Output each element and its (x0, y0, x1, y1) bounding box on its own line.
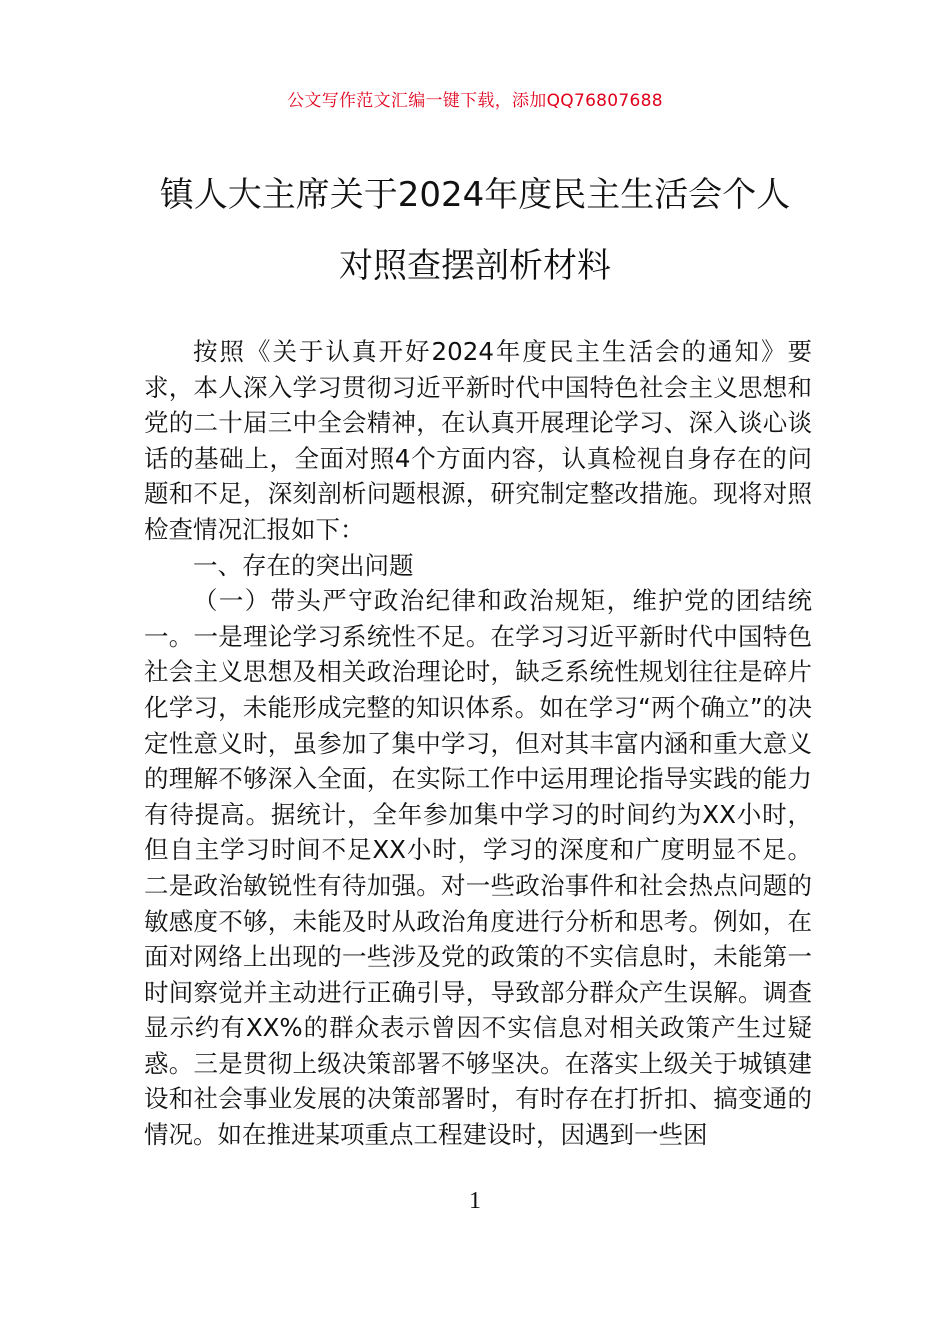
document-body (144, 334, 812, 1153)
section-heading: 一、存在的突出问题 (193, 550, 414, 580)
document-title-line-1: 镇人大主席关于2024年度民主生活会个人 (159, 175, 791, 215)
ad-banner[interactable]: 公文写作范文汇编一键下载，添加QQ76807688 (287, 91, 663, 111)
intro-paragraph: 按照《关于认真开好2024年度民主生活会的通知》要求，本人深入学习贯彻习近平新时代中国特色社会主义思想和党的二十届三中全会精神，在认真开展理论学习、深入谈心谈话的基础上，全面对照4个方面内容，认真检视自身存在的问题和不足，深刻剖析问题根源，研究制定整改措施。现将对照检查情况汇报如下： (144, 337, 812, 544)
page-number: 1 (469, 1188, 481, 1214)
document-title-line-2: 对照查摆剖析材料 (339, 246, 611, 286)
body-paragraph: （一）带头严守政治纪律和政治规矩，维护党的团结统一。一是理论学习系统性不足。在学习习近平新时代中国特色社会主义思想及相关政治理论时，缺乏系统性规划往往是碎片化学习，未能形成完整的知识体系。如在学习“两个确立”的决定性意义时，虽参加了集中学习，但对其丰富内涵和重大意义的理解不够深入全面，在实际工作中运用理论指导实践的能力有待提高。据统计，全年参加集中学习的时间约为XX小时，但自主学习时间不足XX小时，学习的深度和广度明显不足。二是政治敏锐性有待加强。对一些政治事件和社会热点问题的敏感度不够，未能及时从政治角度进行分析和思考。例如，在面对网络上出现的一些涉及党的政策的不实信息时，未能第一时间察觉并主动进行正确引导，导致部分群众产生误解。调查显示约有XX%的群众表示曾因不实信息对相关政策产生过疑惑。三是贯彻上级决策部署不够坚决。在落实上级关于城镇建设和社会事业发展的决策部署时，有时存在打折扣、搞变通的情况。如在推进某项重点工程建设时，因遇到一些困 (144, 586, 812, 1150)
